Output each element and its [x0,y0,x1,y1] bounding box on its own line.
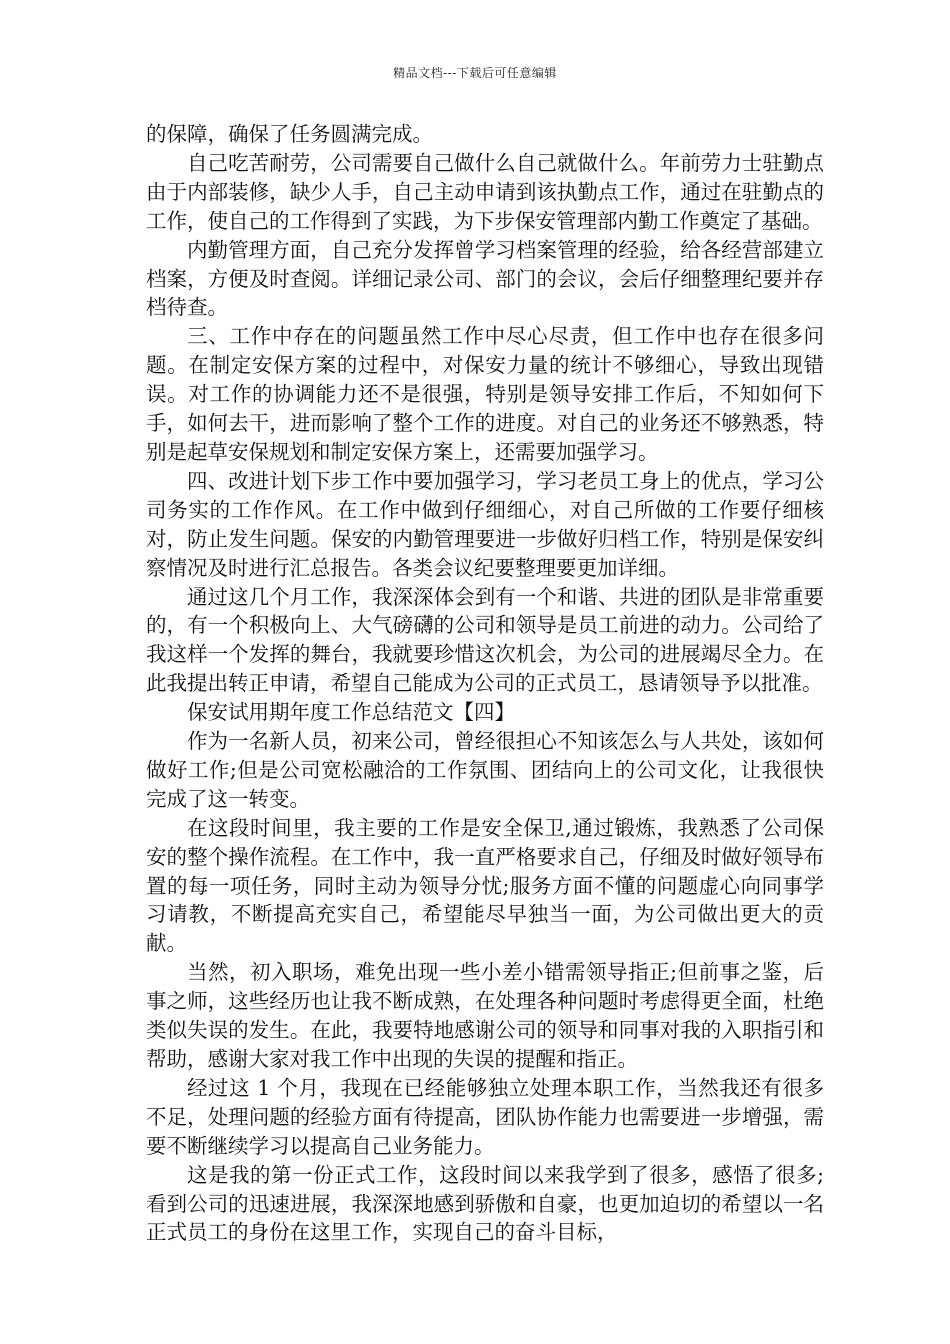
paragraph-2: 自己吃苦耐劳，公司需要自己做什么自己就做什么。年前劳力士驻勤点由于内部装修，缺少人手，自己主动申请到该执勤点工作，通过在驻勤点的工作，使自己的工作得到了实践，为下步保安管理部内勤工作奠定了基础。 [146,150,824,233]
paragraph-4: 三、工作中存在的问题虽然工作中尽心尽责，但工作中也存在很多问题。在制定安保方案的过程中，对保安力量的统计不够细心，导致出现错误。对工作的协调能力还不是很强，特别是领导安排工作后，不知如何下手，如何去干，进而影响了整个工作的进度。对自己的业务还不够熟悉，特别是起草安保规划和制定安保方案上，还需要加强学习。 [146,324,824,464]
paragraph-5: 四、改进计划下步工作中要加强学习，学习老员工身上的优点，学习公司务实的工作作风。在工作中做到仔细细心，对自己所做的工作要仔细核对，防止发生问题。保安的内勤管理要进一步做好归档工作，特别是保安纠察情况及时进行汇总报告。各类会议纪要整理要更加详细。 [146,468,824,580]
paragraph-7: 作为一名新人员，初来公司，曾经很担心不知该怎么与人共处，该如何做好工作;但是公司宽松融洽的工作氛围、团结向上的公司文化，让我很快完成了这一转变。 [146,729,824,811]
paragraph-11: 这是我的第一份正式工作，这段时间以来我学到了很多，感悟了很多;看到公司的迅速进展，我深深地感到骄傲和自豪，也更加迫切的希望以一名正式员工的身份在这里工作，实现自己的奋斗目标， [146,1162,824,1245]
page-header: 精品文档---下载后可任意编辑 [393,66,557,80]
paragraph-9: 当然，初入职场，难免出现一些小差小错需领导指正;但前事之鉴，后事之师，这些经历也让我不断成熟，在处理各种问题时考虑得更全面，杜绝类似失误的发生。在此，我要特地感谢公司的领导和同事对我的入职指引和帮助，感谢大家对我工作中出现的失误的提醒和指正。 [146,960,824,1071]
section-heading: 保安试用期年度工作总结范文【四】 [187,700,515,725]
paragraph-10: 经过这 1 个月，我现在已经能够独立处理本职工作，当然我还有很多不足，处理问题的经验方面有待提高，团队协作能力也需要进一步增强，需要不断继续学习以提高自己业务能力。 [146,1075,824,1158]
paragraph-6: 通过这几个月工作，我深深体会到有一个和谐、共进的团队是非常重要的，有一个积极向上、大气磅礴的公司和领导是员工前进的动力。公司给了我这样一个发挥的舞台，我就要珍惜这次机会，为公司的进展竭尽全力。在此我提出转正申请，希望自己能成为公司的正式员工，恳请领导予以批准。 [146,584,824,696]
paragraph-1: 的保障，确保了任务圆满完成。 [146,122,433,146]
paragraph-3: 内勤管理方面，自己充分发挥曾学习档案管理的经验，给各经营部建立档案，方便及时查阅。详细记录公司、部门的会议，会后仔细整理纪要并存档待查。 [146,237,824,320]
document-body [146,120,824,1247]
paragraph-8: 在这段时间里，我主要的工作是安全保卫,通过锻炼，我熟悉了公司保安的整个操作流程。在工作中，我一直严格要求自己，仔细及时做好领导布置的每一项任务，同时主动为领导分忧;服务方面不懂的问题虚心向同事学习请教，不断提高充实自己，希望能尽早独当一面，为公司做出更大的贡献。 [146,815,824,956]
